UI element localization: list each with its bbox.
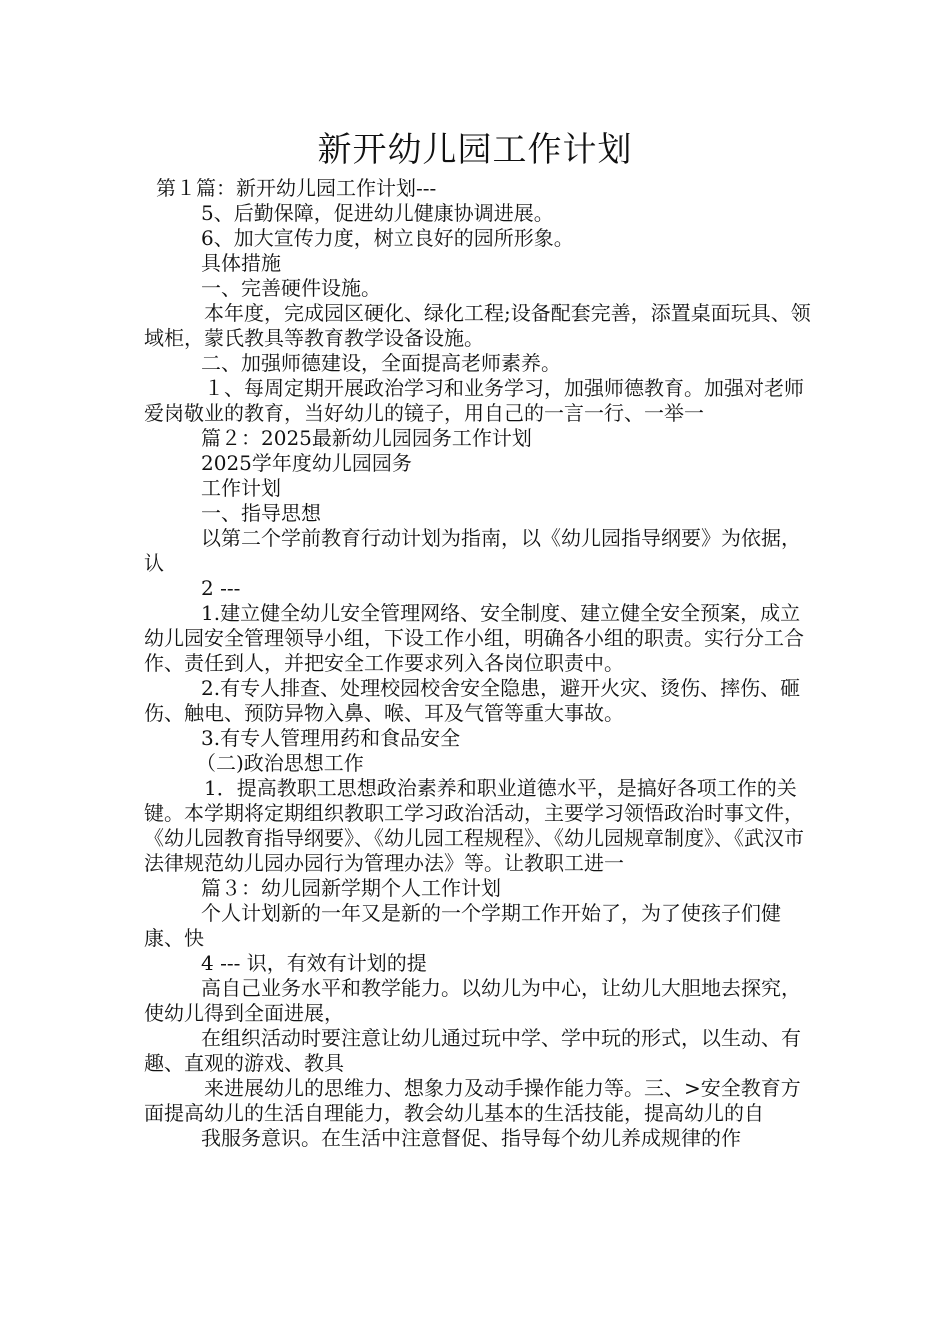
paragraph: 4 --- 识，有效有计划的提 [201,951,427,975]
paragraph: 具体措施 [201,251,281,275]
paragraph: 1.建立健全幼儿安全管理网络、安全制度、建立健全安全预案，成立幼儿园安全管理领导小组，下设工作小组，明确各小组的职责。实行分工合作、责任到人，并把安全工作要求列入各岗位职责中。 [144,601,804,675]
paragraph: 2025学年度幼儿园园务 [201,451,412,475]
paragraph: 我服务意识。在生活中注意督促、指导每个幼儿养成规律的作 [201,1126,741,1150]
paragraph: 3.有专人管理用药和食品安全 [201,726,461,750]
paragraph: 1．提高教职工思想政治素养和职业道德水平，是搞好各项工作的关键。本学期将定期组织教职工学习政治活动，主要学习领悟政治时事文件，《幼儿园教育指导纲要》、《幼儿园工程规程》、《幼儿园规章制度》、《武汉市法律规范幼儿园办园行为管理办法》等。让教职工进一 [144,776,804,875]
paragraph: 在组织活动时要注意让幼儿通过玩中学、学中玩的形式，以生动、有趣、直观的游戏、教具 [144,1026,801,1075]
paragraph: 工作计划 [201,476,281,500]
paragraph: 5、后勤保障，促进幼儿健康协调进展。 [201,201,554,225]
document-title: 新开幼儿园工作计划 [317,130,633,170]
paragraph: 二、加强师德建设，全面提高老师素养。 [201,351,561,375]
paragraph: １、每周定期开展政治学习和业务学习，加强师德教育。加强对老师爱岗敬业的教育，当好幼儿的镜子，用自己的一言一行、一举一 [144,376,804,425]
paragraph: 来进展幼儿的思维力、想象力及动手操作能力等。三、>安全教育方面提高幼儿的生活自理能力，教会幼儿基本的生活技能，提高幼儿的自 [144,1076,801,1125]
paragraph: （二)政治思想工作 [196,751,364,775]
paragraph: 一、完善硬件设施。 [201,276,381,300]
paragraph: 一、指导思想 [201,501,321,525]
paragraph: 2.有专人排查、处理校园校舍安全隐患，避开火灾、烫伤、摔伤、砸伤、触电、预防异物入鼻、喉、耳及气管等重大事故。 [144,676,801,725]
document-body [144,176,812,1151]
paragraph: 以第二个学前教育行动计划为指南，以《幼儿园指导纲要》为依据，认 [144,526,801,575]
paragraph: 2 --- [201,576,241,600]
paragraph: 本年度，完成园区硬化、绿化工程;设备配套完善，添置桌面玩具、领域柜，蒙氏教具等教育教学设备设施。 [144,301,811,350]
paragraph: 篇３：幼儿园新学期个人工作计划 [201,876,501,900]
paragraph: 篇２：2025最新幼儿园园务工作计划 [201,426,532,450]
paragraph: 个人计划新的一年又是新的一个学期工作开始了，为了使孩子们健康、快 [144,901,781,950]
paragraph: 6、加大宣传力度，树立良好的园所形象。 [201,226,574,250]
paragraph: 第１篇：新开幼儿园工作计划--- [156,176,437,200]
paragraph: 高自己业务水平和教学能力。以幼儿为中心，让幼儿大胆地去探究，使幼儿得到全面进展， [144,976,801,1025]
